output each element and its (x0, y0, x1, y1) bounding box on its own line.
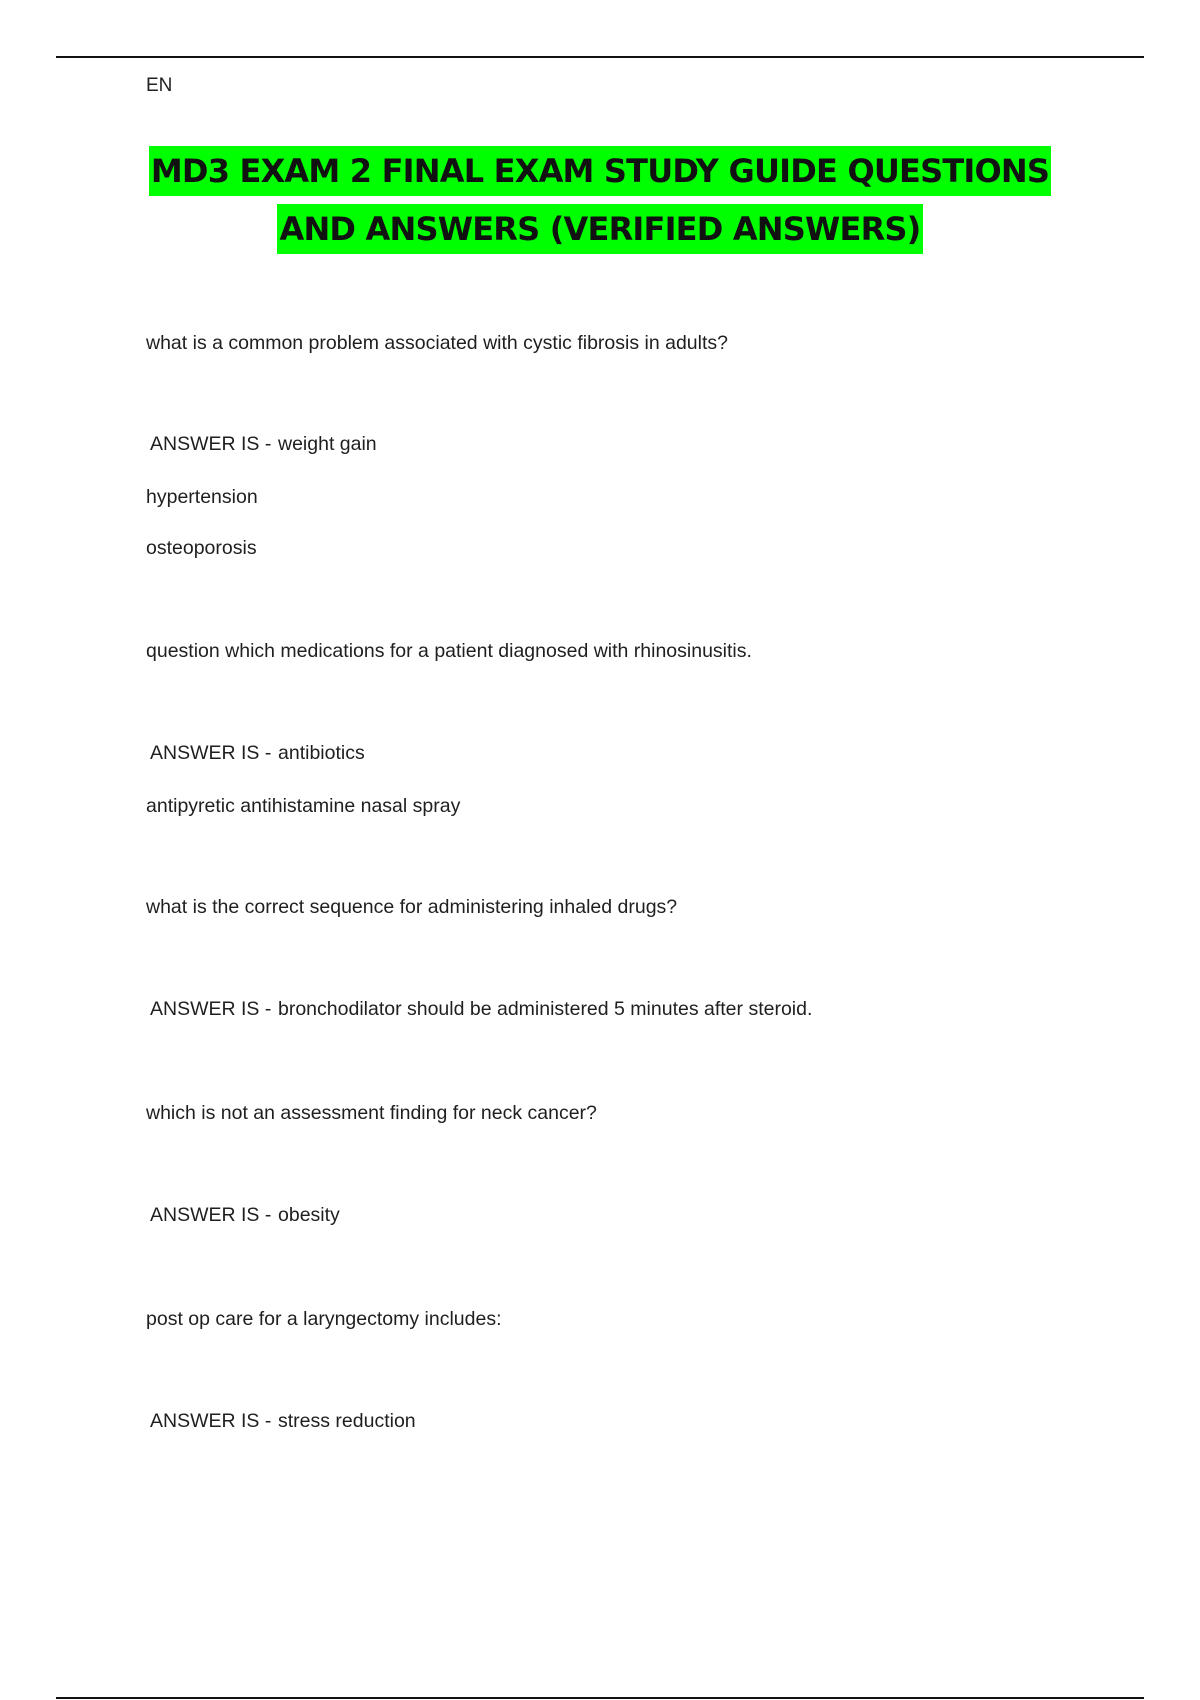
answer-row (146, 742, 365, 765)
question-text: what is the correct sequence for administering inhaled drugs? (146, 896, 678, 918)
question-text: which is not an assessment finding for neck cancer? (146, 1102, 597, 1124)
answer-value: antibiotics (278, 742, 365, 764)
answer-value: bronchodilator should be administered 5 minutes after steroid. (278, 998, 813, 1020)
answer-value: weight gain (278, 433, 377, 455)
answer-label: ANSWER IS - (150, 1204, 272, 1226)
answer-extra: osteoporosis (146, 537, 257, 559)
answer-extra: antipyretic antihistamine nasal spray (146, 795, 461, 817)
question-text: what is a common problem associated with cystic fibrosis in adults? (146, 332, 728, 354)
document-title (100, 146, 1100, 262)
answer-label: ANSWER IS - (150, 742, 272, 764)
answer-value: obesity (278, 1204, 340, 1226)
title-line-1: MD3 EXAM 2 FINAL EXAM STUDY GUIDE QUESTIONS (149, 146, 1051, 196)
answer-label: ANSWER IS - (150, 998, 272, 1020)
question-text: post op care for a laryngectomy includes: (146, 1308, 502, 1330)
header-label: EN (146, 75, 173, 96)
bottom-rule (56, 1697, 1144, 1699)
answer-row (146, 433, 377, 456)
answer-row (146, 998, 812, 1021)
answer-label: ANSWER IS - (150, 1410, 272, 1432)
answer-row (146, 1410, 416, 1433)
answer-extra: hypertension (146, 486, 258, 508)
answer-label: ANSWER IS - (150, 433, 272, 455)
question-text: question which medications for a patient diagnosed with rhinosinusitis. (146, 640, 752, 662)
top-rule (56, 56, 1144, 58)
answer-row (146, 1204, 340, 1227)
title-line-2: AND ANSWERS (VERIFIED ANSWERS) (277, 204, 922, 254)
answer-value: stress reduction (278, 1410, 416, 1432)
